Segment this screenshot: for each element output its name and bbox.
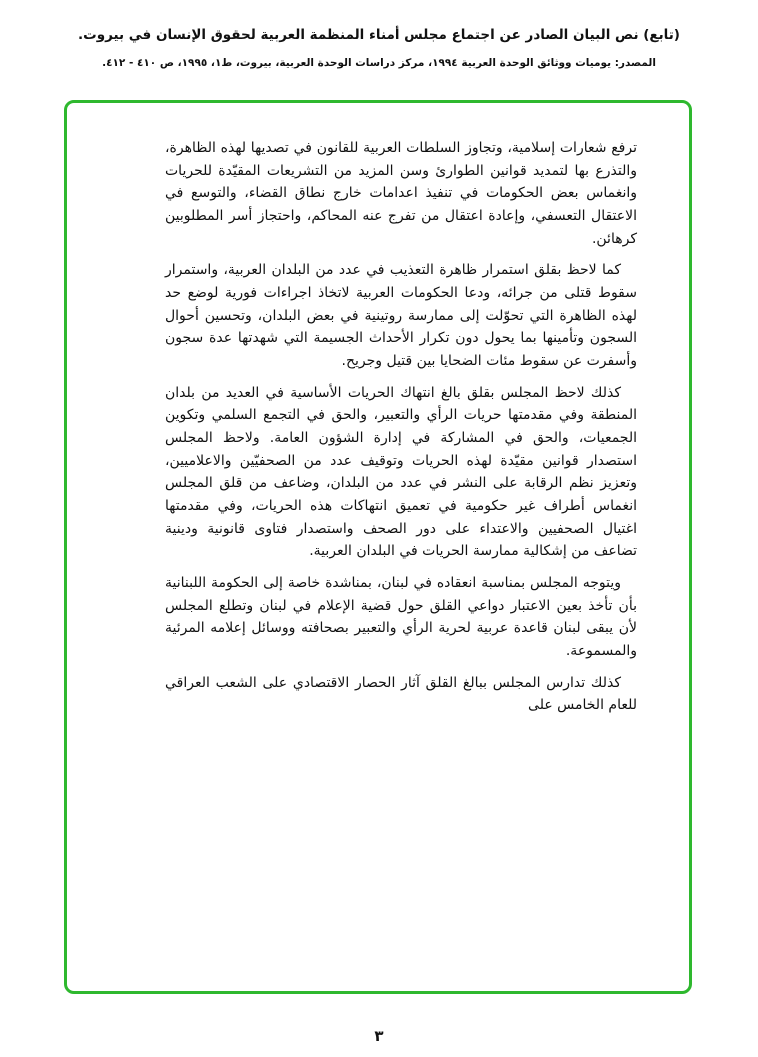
body-text-column [67, 103, 689, 717]
page-header [0, 0, 758, 69]
paragraph: ترفع شعارات إسلامية، وتجاوز السلطات العربية للقانون في تصديها لهذه الظاهرة، والتذرع بها لتمديد قوانين الطوارئ وسن المزيد من التشريعات المقيّدة للحريات وانغماس بعض الحكومات في تنفيذ اعدامات خارج نطاق القضاء، والتوسع في الاعتقال التعسفي، وإعادة اعتقال من تفرج عنه المحاكم، واحتجاز أسر المطلوبين كرهائن. [165, 140, 637, 247]
paragraph: ويتوجه المجلس بمناسبة انعقاده في لبنان، بمناشدة خاصة إلى الحكومة اللبنانية بأن تأخذ بعين الاعتبار دواعي القلق حول قضية الإعلام في لبنان وتطلع المجلس لأن يبقى لبنان قاعدة عربية لحرية الرأي والتعبير بصحافته ووسائل إعلامه المرئية والمسموعة. [165, 575, 637, 660]
paragraph: كما لاحظ بقلق استمرار ظاهرة التعذيب في عدد من البلدان العربية، واستمرار سقوط قتلى من جرائه، ودعا الحكومات العربية لاتخاذ اجراءات فورية لوضع حد لهذه الظاهرة التي تحوّلت إلى ممارسة روتينية في بعض البلدان، وتحسين أحوال السجون وتأمينها بما يحول دون تكرار الأحداث الجسيمة التي شهدتها عدة سجون وأسفرت عن سقوط مئات الضحايا بين قتيل وجريح. [165, 262, 637, 370]
green-border-content-box [64, 100, 692, 994]
document-title: (تابع) نص البيان الصادر عن اجتماع مجلس أمناء المنظمة العربية لحقوق الإنسان في بيروت. [78, 27, 680, 43]
page-number: ٣ [374, 1027, 384, 1045]
paragraph: كذلك لاحظ المجلس بقلق بالغ انتهاك الحريات الأساسية في العديد من بلدان المنطقة وفي مقدمتها حريات الرأي والتعبير، والحق في التجمع السلمي وتكوين الجمعيات، والحق في المشاركة في إدارة الشؤون العامة. ولاحظ المجلس استصدار قوانين مقيّدة لهذه الحريات وتوقيف عدد من الصحفيّين والاعلاميين، وتعزيز نظم الرقابة على النشر في عدد من البلدان، وضاعف من قلق المجلس انغماس أطراف غير حكومية في تعميق انتهاكات هذه الحريات، وفي مقدمتها اغتيال الصحفيين والاعتداء على دور الصحف واستصدار فتاوى قانونية ودينية تضاعف من إشكالية ممارسة الحريات في البلدان العربية. [165, 384, 637, 560]
source-citation: المصدر: يوميات ووثائق الوحدة العربية ١٩٩٤، مركز دراسات الوحدة العربية، بيروت، ط١، ١٩٩٥، ص ٤١٠ - ٤١٢. [102, 56, 656, 69]
paragraph: كذلك تدارس المجلس ببالغ القلق آثار الحصار الاقتصادي على الشعب العراقي للعام الخامس على [165, 674, 637, 714]
